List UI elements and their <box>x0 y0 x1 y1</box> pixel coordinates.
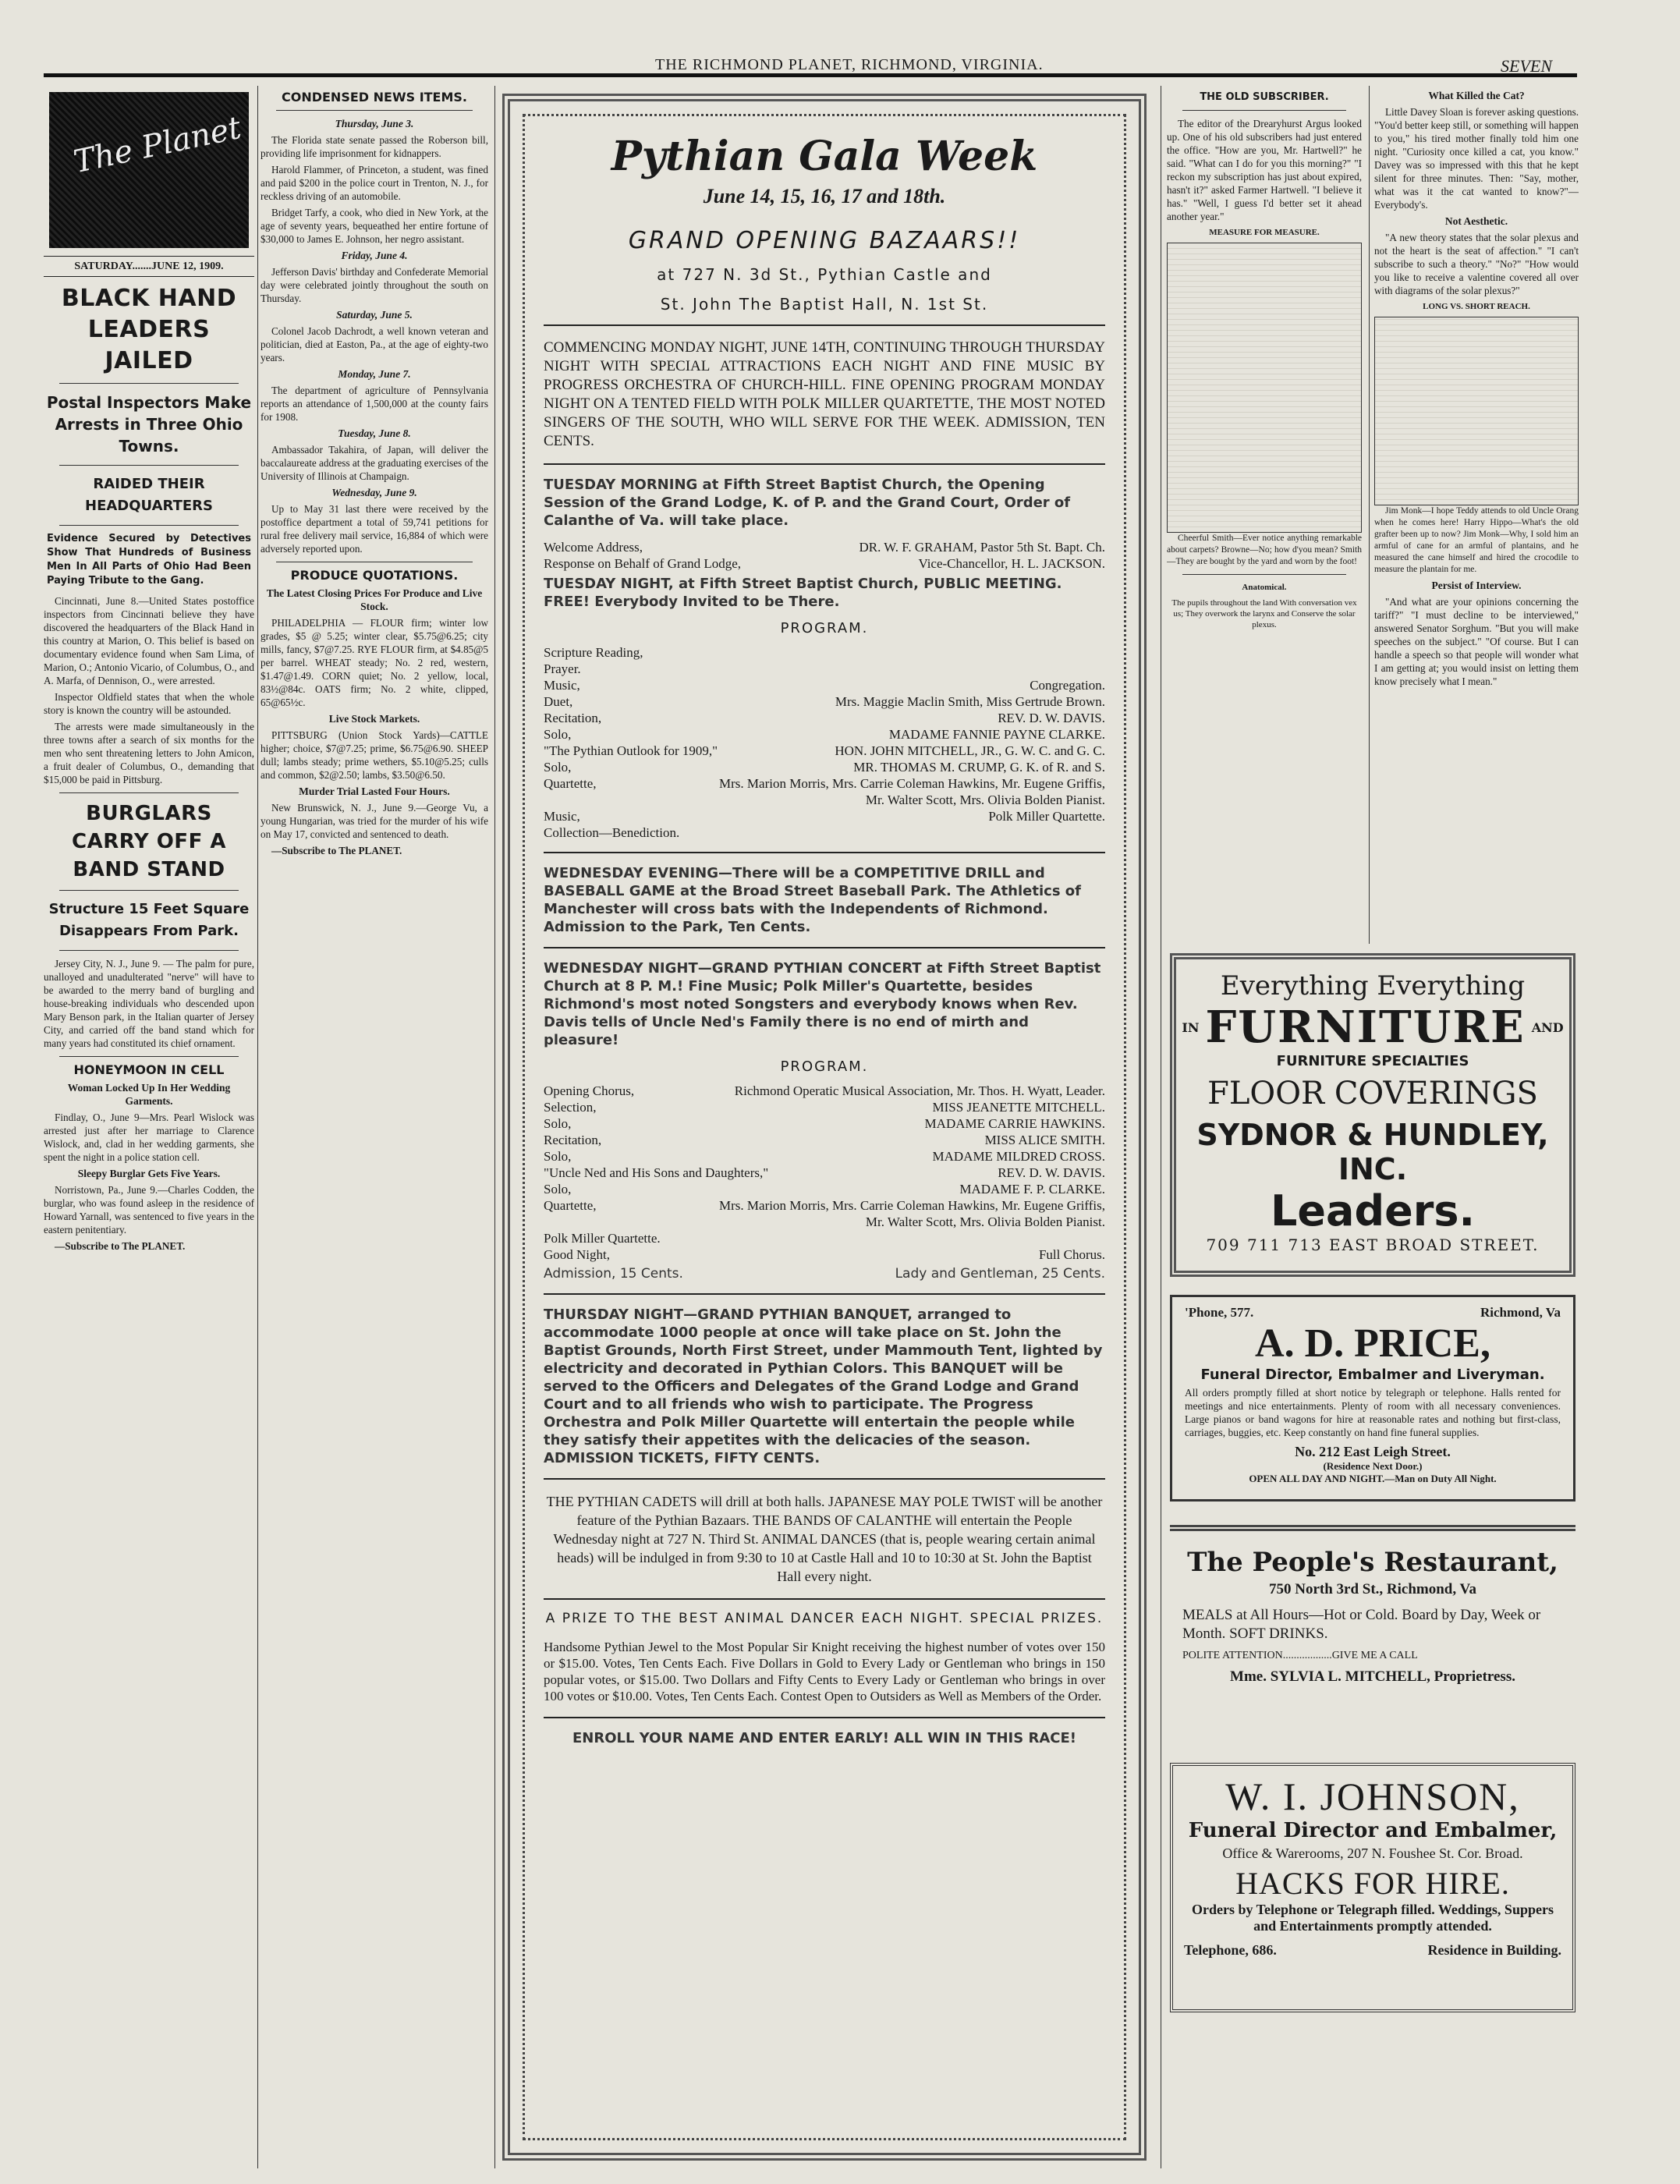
ad-name: A. D. PRICE, <box>1255 1321 1490 1366</box>
subhead: Murder Trial Lasted Four Hours. <box>299 785 450 797</box>
headline-cat: What Killed the Cat? <box>1428 90 1525 101</box>
headline-produce: PRODUCE QUOTATIONS. <box>290 568 459 583</box>
program-performer: MADAME FANNIE PAYNE CLARKE. <box>888 727 1105 742</box>
cartoon-caption: Jim Monk—I hope Teddy attends to old Uncle Orang when he comes here! Harry Hippo—What's the old grafter been up to now? Jim Monk—Why, I sold him an armful of cane for an armful of plantains, and he measured the cane himself and hired the crocodile to measure the plantain for me. <box>1374 506 1579 574</box>
header-rule <box>44 73 1577 77</box>
subhead: Structure 15 Feet Square Disappears From Park. <box>48 901 250 939</box>
program-row <box>544 1083 1105 1099</box>
date-subhead: Tuesday, June 8. <box>338 427 411 439</box>
program-item: Quartette, <box>544 776 597 791</box>
ad-firm-name: SYDNOR & HUNDLEY, INC. <box>1196 1118 1549 1186</box>
program-item: Recitation, <box>544 711 602 725</box>
ad-trade: Funeral Director and Embalmer, <box>1188 1819 1558 1842</box>
ad-street: No. 212 East Leigh Street. <box>1295 1444 1451 1459</box>
program-performer: Polk Miller Quartette. <box>988 809 1105 824</box>
cartoon-title: MEASURE FOR MEASURE. <box>1209 228 1320 237</box>
program-row: Response on Behalf of Grand Lodge, Vice-Chancellor, H. L. JACKSON. <box>544 556 1105 571</box>
ad-note: (Residence Next Door.) <box>1323 1460 1423 1472</box>
article-paragraph: Findlay, O., June 9—Mrs. Pearl Wislock was arrested just after her marriage to Clarence Wislock, and, clad in her wedding garments, she spent the night in a police station cell. <box>44 1112 254 1163</box>
program-performer: MISS ALICE SMITH. <box>984 1133 1105 1147</box>
program-item: "The Pythian Outlook for 1909," <box>544 743 718 758</box>
johnson-advertisement <box>1170 1763 1575 2012</box>
grand-opening: GRAND OPENING BAZAARS!! <box>628 227 1021 254</box>
program-row <box>544 759 1105 775</box>
program-performer: Mrs. Marion Morris, Mrs. Carrie Coleman Hawkins, Mr. Eugene Griffis, Mr. Walter Scott, Mrs. Olivia Bolden Pianist. <box>719 776 1105 807</box>
date-subhead: Friday, June 4. <box>341 250 408 261</box>
ad-line: FURNITURE SPECIALTIES <box>1276 1053 1469 1069</box>
program-performer: REV. D. W. DAVIS. <box>998 711 1105 725</box>
program-performer: HON. JOHN MITCHELL, JR., G. W. C. and G. C. <box>835 743 1105 758</box>
article-paragraph: Norristown, Pa., June 9.—Charles Codden, the burglar, who was found asleep in the residence of Howard Yarnall, was sentenced to five years in the eastern penitentiary. <box>44 1184 254 1236</box>
article-paragraph: Inspector Oldfield states that when the whole story is known the country will be astounded. <box>44 691 254 716</box>
ad-body: All orders promptly filled at short notice by telegraph or telephone. Halls rented for meetings and nice entertainments. Plenty of room with all necessary conveniences. Large pianos or band wagons for hire at reasonable rates and nothing but first-class, carriages, buggies, etc. Keep constantly on hand fine funeral supplies. <box>1185 1387 1561 1438</box>
news-item: The Florida state senate passed the Roberson bill, providing life imprisonment for kidnappers. <box>261 134 488 159</box>
ad-line: Everything Everything <box>1220 970 1526 1002</box>
ad-hours: OPEN ALL DAY AND NIGHT.—Man on Duty All Night. <box>1249 1473 1497 1484</box>
date-subhead: Thursday, June 3. <box>335 118 414 129</box>
program-row <box>544 775 1105 808</box>
program-performer: Congregation. <box>1030 678 1105 693</box>
article-paragraph: Cincinnati, June 8.—United States postoffice inspectors from Cincinnati believe they have discovered the headquarters of the Black Hand in this country at Marion, O. This belief is based on documentary evidence found when Sam Lima, of Marion, O.; Antonio Vicario, of Columbus, O., and A. Marfa, of Dennison, O., were arrested. <box>44 595 254 686</box>
column-divider <box>494 86 495 2168</box>
program-item: Polk Miller Quartette. <box>544 1231 661 1246</box>
news-item: The department of agriculture of Pennsylvania reports an attendance of 1,500,000 at the county fairs for 1908. <box>261 385 488 423</box>
ad-word: AND <box>1531 1019 1564 1035</box>
tuesday-night-notice: TUESDAY NIGHT, at Fifth Street Baptist Church, PUBLIC MEETING. FREE! Everybody Invited to be There. <box>544 576 1062 610</box>
prize-heading: A PRIZE TO THE BEST ANIMAL DANCER EACH NIGHT. SPECIAL PRIZES. <box>545 1611 1104 1626</box>
date-subhead: Wednesday, June 9. <box>331 487 417 498</box>
program-performer: Full Chorus. <box>1038 1247 1105 1262</box>
headline-burglars: BURGLARS CARRY OFF A BAND STAND <box>72 802 226 881</box>
news-item: Harold Flammer, of Princeton, a student, was fined and paid $200 in the police court in Trenton, N. J., for reckless driving of an automobile. <box>261 164 488 202</box>
program-item: Good Night, <box>544 1247 610 1262</box>
program-item: Music, <box>544 678 580 693</box>
program-item: Recitation, <box>544 1133 602 1147</box>
ad-body: MEALS at All Hours—Hot or Cold. Board by Day, Week or Month. SOFT DRINKS. <box>1182 1607 1541 1642</box>
deck: Evidence Secured by Detectives Show That Hundreds of Business Men In All Parts of Ohio Had Been Paying Tribute to the Gang. <box>47 533 251 587</box>
column-divider <box>1369 86 1370 944</box>
program-item: Solo, <box>544 1116 572 1131</box>
program-row <box>544 824 1105 841</box>
program-row <box>544 644 1105 661</box>
wednesday-notice: WEDNESDAY EVENING—There will be a COMPETITIVE DRILL and BASEBALL GAME at the Broad Street Baseball Park. The Athletics of Manchester will cross bats with the Independents of Richmond. Admission to the Park, Ten Cents. <box>544 865 1082 935</box>
pythian-advertisement <box>502 94 1147 2161</box>
ad-line: POLITE ATTENTION..................GIVE ME A CALL <box>1182 1650 1418 1661</box>
market-report: PHILADELPHIA — FLOUR firm; winter low grades, $5 @ 5.25; winter clear, $5.75@6.25; city mills, fancy, $7@7.25. RYE FLOUR firm, at $4.85@5 per barrel. WHEAT steady; No. 2 red, western, $1.47@1.49. CORN quiet; No. 2 yellow, local, 83½@84c. OATS firm; No. 2 white, clipped, 65@65½c. <box>261 617 488 708</box>
program-list <box>544 1083 1105 1263</box>
program-row <box>544 1165 1105 1181</box>
article-paragraph: Jersey City, N. J., June 9. — The palm for pure, unalloyed and unadulterated "nerve" will have to be awarded to the merry band of burgling and house-breaking individuals who descended upon Mary Benson park, in the Italian quarter of Jersey City, and carried off the band stand which for many years had constituted its chief ornament. <box>44 958 254 1049</box>
news-item: Ambassador Takahira, of Japan, will deliver the baccalaureate address at the graduating exercises of the University of Illinois at Champaign. <box>261 444 488 482</box>
program-row <box>544 1148 1105 1165</box>
ad-line: Leaders. <box>1270 1186 1476 1236</box>
program-item: Selection, <box>544 1100 597 1115</box>
wednesday-night-notice: WEDNESDAY NIGHT—GRAND PYTHIAN CONCERT at Fifth Street Baptist Church at 8 P. M.! Fine Music; Polk Miller's Quartette, besides Richmond's most noted Songsters and everybody knows when Rev. Davis tells of Uncle Ned's Family there is no end of mirth and pleasure! <box>544 960 1101 1048</box>
program-row <box>544 1230 1105 1246</box>
program-row <box>544 1246 1105 1263</box>
prize-notice: Handsome Pythian Jewel to the Most Popular Sir Knight receiving the highest number of votes over 150 or $15.00. Votes, Ten Cents Each. Five Dollars in Gold to Every Lady or Gentleman who brings in 150 popular votes, or $15.00. Two Dollars and Fifty Cents to Every Lady or Gentleman who brings in over 100 votes or $10.00. Votes, Ten Cents Each. Contest Open to Outsiders as Well as Members of the Order. <box>544 1640 1105 1704</box>
subhead: The Latest Closing Prices For Produce and Live Stock. <box>266 587 483 612</box>
ad-line: FLOOR COVERINGS <box>1207 1076 1538 1112</box>
program-item: Opening Chorus, <box>544 1083 635 1098</box>
subscribe-note: —Subscribe to The PLANET. <box>55 1240 186 1252</box>
article-paragraph: The arrests were made simultaneously in the three towns after a search of six months for the men who sent threatening letters to John Amicon, a fruit dealer of Columbus, O., demanding that $15,000 be paid in Pittsburg. <box>44 721 254 785</box>
program-performer: Mrs. Maggie Maclin Smith, Miss Gertrude Brown. <box>835 694 1105 709</box>
headline-interview: Persist of Interview. <box>1431 580 1522 591</box>
ad-residence: Residence in Building. <box>1427 1942 1561 1958</box>
program-item: Solo, <box>544 1149 572 1164</box>
ad-office: Office & Warerooms, 207 N. Foushee St. Cor. Broad. <box>1222 1845 1523 1861</box>
ad-hacks: HACKS FOR HIRE. <box>1235 1866 1510 1901</box>
article-paragraph: The editor of the Drearyhurst Argus looked up. One of his old subscribers had just entered the office. "How are you, Mr. Hartwell?" he said. "What can I do for you this morning?" "I reckon my subscription has just about expired, hasn't it?" asked Farmer Hartwell. "I believe it has." "Well, I guess I'd better set it ahead another year." <box>1167 118 1362 222</box>
column-5 <box>1374 86 1579 936</box>
program-item: Collection—Benediction. <box>544 825 680 840</box>
program-row <box>544 1181 1105 1197</box>
article-paragraph: "A new theory states that the solar plexus and not the heart is the seat of affection." "I can't subscribe to such a theory." "No?" "How would you like to receive a valentine covered all over with diagrams of the solar plexus?" <box>1374 232 1579 296</box>
ad-trade: Funeral Director, Embalmer and Liveryman. <box>1200 1367 1545 1383</box>
headline-condensed-news: CONDENSED NEWS ITEMS. <box>281 90 468 105</box>
program-performer: Mrs. Marion Morris, Mrs. Carrie Coleman Hawkins, Mr. Eugene Griffis, Mr. Walter Scott, Mrs. Olivia Bolden Pianist. <box>719 1198 1105 1229</box>
program-item: "Uncle Ned and His Sons and Daughters," <box>544 1165 769 1180</box>
location: at 727 N. 3d St., Pythian Castle and <box>657 265 992 284</box>
program-row <box>544 1197 1105 1230</box>
subhead: Postal Inspectors Make Arrests in Three Ohio Towns. <box>46 393 252 456</box>
program-item: Music, <box>544 809 580 824</box>
subhead: Live Stock Markets. <box>328 713 420 725</box>
program-performer: MADAME CARRIE HAWKINS. <box>924 1116 1105 1131</box>
news-item: Up to May 31 last there were received by the postoffice department a total of 59,741 petitions for rural free delivery mail service, 16,884 of which were adversely reported upon. <box>261 503 488 555</box>
page-header <box>47 56 1568 83</box>
program-row <box>544 808 1105 824</box>
news-item: Colonel Jacob Dachrodt, a well known veteran and politician, died at Easton, Pa., at the age of eighty-two years. <box>261 325 488 363</box>
headline-honeymoon: HONEYMOON IN CELL <box>73 1062 225 1077</box>
ad-body: Orders by Telephone or Telegraph filled. Weddings, Suppers and Entertainments promptly attended. <box>1192 1902 1554 1934</box>
program-row <box>544 1132 1105 1148</box>
ad-name: W. I. JOHNSON, <box>1225 1774 1520 1818</box>
column-1 <box>44 86 254 2168</box>
program-item: Scripture Reading, <box>544 645 643 660</box>
ad-word: IN <box>1182 1019 1200 1035</box>
monday-notice: COMMENCING MONDAY NIGHT, JUNE 14TH, CONTINUING THROUGH THURSDAY NIGHT WITH SPECIAL ATTRACTIONS EACH NIGHT AND FINE MUSIC BY PROGRESS ORCHESTRA OF CHURCH-HILL. FINE OPENING PROGRAM MONDAY NIGHT ON A TENTED FIELD WITH POLK MILLER QUARTETTE, THE MOST NOTED SINGERS OF THE SOUTH, WHO WILL SERVE FOR THE WEEK. ADMISSION, TEN CENTS. <box>544 339 1105 449</box>
program-item: Quartette, <box>544 1198 597 1213</box>
article-paragraph: Little Davey Sloan is forever asking questions. "You'd better keep still, or something will happen to you," his tired mother finally told him one night. "Curiosity once killed a cat, you know." Davey was so impressed with this that he kept silent for three minutes. Then: "Say, mother, what was it the cat wanted to know?"—Everybody's. <box>1374 106 1579 211</box>
cadets-notice: THE PYTHIAN CADETS will drill at both halls. JAPANESE MAY POLE TWIST will be another feature of the Pythian Bazaars. THE BANDS OF CALANTHE will entertain the People Wednesday night at 727 N. Third St. ANIMAL DANCES (that is, people wearing certain animal heads) will be indulged in from 9:30 to 10 at Castle Hall and 10 to 10:30 at St. John the Baptist Hall every night. <box>546 1494 1103 1584</box>
column-divider <box>257 86 258 2168</box>
paper-title: THE RICHMOND PLANET, RICHMOND, VIRGINIA. <box>655 56 1044 73</box>
program-row <box>544 743 1105 759</box>
cartoon-illustration <box>1374 317 1579 505</box>
program-row <box>544 661 1105 677</box>
program-performer: MADAME F. P. CLARKE. <box>959 1182 1105 1197</box>
ad-dates: June 14, 15, 16, 17 and 18th. <box>703 185 946 207</box>
admission-row: Admission, 15 Cents. Lady and Gentleman, 25 Cents. <box>544 1266 1105 1282</box>
headline-old-subscriber: THE OLD SUBSCRIBER. <box>1200 91 1329 103</box>
column-2 <box>261 86 488 2168</box>
price-advertisement <box>1170 1295 1575 1502</box>
poem: The pupils throughout the land With conversation vex us; They overwork the larynx and Conserve the solar plexus. <box>1171 598 1357 629</box>
news-item: Bridget Tarfy, a cook, who died in New York, at the age of seventy years, bequeathed her entire fortune of $30,000 to James E. Johnson, her negro assistant. <box>261 207 488 245</box>
column-4 <box>1167 86 1362 936</box>
ad-title: Pythian Gala Week <box>611 133 1038 180</box>
masthead-logo: The Planet <box>49 92 249 248</box>
subscribe-note: —Subscribe to The PLANET. <box>271 845 402 856</box>
dateline: SATURDAY.......JUNE 12, 1909. <box>44 256 254 277</box>
ad-proprietor: Mme. SYLVIA L. MITCHELL, Proprietress. <box>1230 1668 1515 1685</box>
subhead: Woman Locked Up In Her Wedding Garments. <box>67 1082 231 1107</box>
program-heading: PROGRAM. <box>780 1058 869 1075</box>
program-performer: REV. D. W. DAVIS. <box>998 1165 1105 1180</box>
thursday-notice: THURSDAY NIGHT—GRAND PYTHIAN BANQUET, arranged to accommodate 1000 people at once will take place on St. John the Baptist Grounds, North First Street, under Mammouth Tent, lighted by electricity and decorated in Pythian Colors. This BANQUET will be served to the Officers and Delegates of the Grand Lodge and Grand Court and to all friends who wish to participate. The Progress Orchestra and Polk Miller Quartette will entertain the people while they satisfy their appetites with the delicacies of the season. ADMISSION TICKETS, FIFTY CENTS. <box>544 1306 1103 1466</box>
program-row <box>544 710 1105 726</box>
news-item: Jefferson Davis' birthday and Confederate Memorial day were celebrated jointly throughout the south on Thursday. <box>261 266 488 304</box>
ad-telephone: Telephone, 686. <box>1184 1942 1277 1958</box>
furniture-advertisement <box>1170 953 1575 1277</box>
cartoon-illustration <box>1167 243 1362 533</box>
program-row <box>544 693 1105 710</box>
program-performer: MISS JEANETTE MITCHELL. <box>932 1100 1105 1115</box>
program-list <box>544 644 1105 841</box>
program-item: Duet, <box>544 694 573 709</box>
program-performer: Richmond Operatic Musical Association, Mr. Thos. H. Wyatt, Leader. <box>734 1083 1105 1098</box>
headline-black-hand: BLACK HAND LEADERS JAILED <box>61 285 237 374</box>
program-heading: PROGRAM. <box>780 620 869 636</box>
program-row: Welcome Address, DR. W. F. GRAHAM, Pastor 5th St. Bapt. Ch. <box>544 540 1105 555</box>
subhead: RAIDED THEIR HEADQUARTERS <box>85 476 213 514</box>
program-row <box>544 726 1105 743</box>
location: St. John The Baptist Hall, N. 1st St. <box>660 295 989 314</box>
program-item: Solo, <box>544 760 572 775</box>
ad-name: The People's Restaurant, <box>1187 1547 1558 1578</box>
ad-main-word: FURNITURE <box>1205 1002 1526 1053</box>
phone: 'Phone, 577. <box>1185 1305 1254 1320</box>
date-subhead: Monday, June 7. <box>338 368 411 380</box>
article-paragraph: "And what are your opinions concerning the tariff?" "I must decline to be interviewed," answered Senator Sorghum. "But you will make speeches on the subject." "Of course. But I can handle a speech so that people will wonder what I am getting at; you would insist on letting them know precisely what I mean." <box>1374 596 1579 687</box>
ad-address: 750 North 3rd St., Richmond, Va <box>1268 1581 1477 1597</box>
market-report: PITTSBURG (Union Stock Yards)—CATTLE higher; choice, $7@7.25; prime, $6.75@6.90. SHEEP dull; lambs steady; prime wethers, $5.10@5.25; culls and common, $2@2.50; lambs, $3.50@6.50. <box>261 729 488 781</box>
page-number: SEVEN <box>1501 56 1552 76</box>
news-item: New Brunswick, N. J., June 9.—George Vu, a young Hungarian, was tried for the murder of his wife on May 17, convicted and sentenced to death. <box>261 802 488 840</box>
cartoon-title: LONG VS. SHORT REACH. <box>1423 302 1530 311</box>
program-item: Prayer. <box>544 661 581 676</box>
program-item: Solo, <box>544 1182 572 1197</box>
poem-title: Anatomical. <box>1242 583 1287 592</box>
program-row <box>544 1099 1105 1115</box>
restaurant-advertisement <box>1170 1525 1575 1751</box>
headline-sleepy-burglar: Sleepy Burglar Gets Five Years. <box>77 1168 221 1179</box>
program-row <box>544 1115 1105 1132</box>
program-item: Solo, <box>544 727 572 742</box>
program-performer: MR. THOMAS M. CRUMP, G. K. of R. and S. <box>853 760 1105 775</box>
program-performer: MADAME MILDRED CROSS. <box>932 1149 1105 1164</box>
date-subhead: Saturday, June 5. <box>336 309 413 321</box>
cartoon-caption: Cheerful Smith—Ever notice anything remarkable about carpets? Browne—No; how d'you mean? Smith—They are bought by the yard and worn by the foot! <box>1167 534 1362 566</box>
program-row <box>544 677 1105 693</box>
ad-address: 709 711 713 EAST BROAD STREET. <box>1206 1236 1540 1254</box>
headline-aesthetic: Not Aesthetic. <box>1444 215 1508 227</box>
enroll-notice: ENROLL YOUR NAME AND ENTER EARLY! ALL WIN IN THIS RACE! <box>572 1730 1076 1746</box>
city: Richmond, Va <box>1480 1305 1561 1320</box>
tuesday-notice: TUESDAY MORNING at Fifth Street Baptist Church, the Opening Session of the Grand Lodge, K. of P. and the Grand Court, Order of Calanthe of Va. will take place. <box>544 477 1071 529</box>
